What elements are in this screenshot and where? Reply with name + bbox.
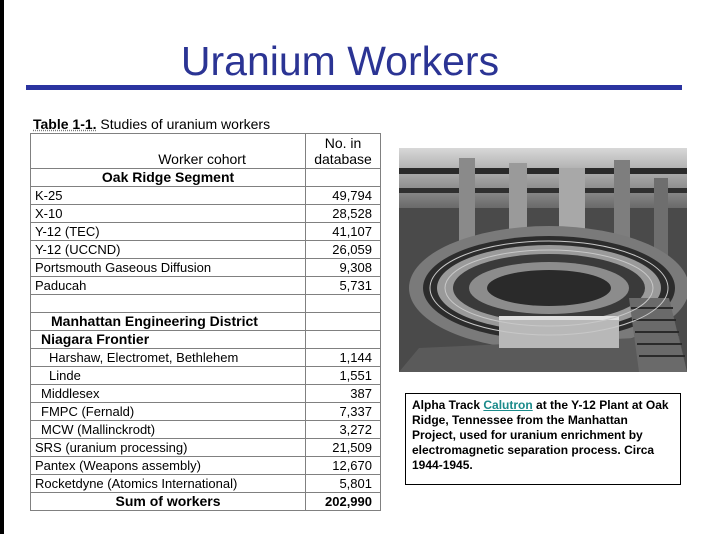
calutron-photo bbox=[399, 148, 687, 372]
cohort-count: 21,509 bbox=[306, 439, 381, 457]
header-count-line2: database bbox=[314, 151, 372, 167]
segment-niagara-frontier: Niagara Frontier bbox=[31, 331, 306, 349]
cohort-count: 9,308 bbox=[306, 259, 381, 277]
table-caption bbox=[33, 116, 270, 132]
spacer-row bbox=[31, 295, 381, 313]
table-header-row bbox=[31, 134, 381, 169]
table-row bbox=[31, 457, 381, 475]
table-row bbox=[31, 205, 381, 223]
cohort-name: Pantex (Weapons assembly) bbox=[31, 457, 306, 475]
cohort-name: Middlesex bbox=[31, 385, 306, 403]
photo-caption-part1: Alpha Track bbox=[412, 398, 484, 412]
table-caption-label: Table 1-1. bbox=[33, 116, 97, 132]
empty-cell bbox=[306, 331, 381, 349]
segment-manhattan-engineering-district: Manhattan Engineering District bbox=[31, 313, 306, 331]
header-worker-cohort: Worker cohort bbox=[31, 134, 306, 169]
calutron-link[interactable]: Calutron bbox=[483, 398, 533, 412]
cohort-count: 41,107 bbox=[306, 223, 381, 241]
table-row bbox=[31, 259, 381, 277]
title-underline bbox=[26, 85, 682, 90]
table-caption-text: Studies of uranium workers bbox=[96, 116, 271, 132]
table-row bbox=[31, 385, 381, 403]
cohort-count: 5,801 bbox=[306, 475, 381, 493]
segment-oak-ridge: Oak Ridge Segment bbox=[31, 169, 306, 187]
cohort-name: Y-12 (UCCND) bbox=[31, 241, 306, 259]
cohort-count: 12,670 bbox=[306, 457, 381, 475]
table-row bbox=[31, 241, 381, 259]
sum-row bbox=[31, 493, 381, 511]
header-count-line1: No. in bbox=[324, 135, 362, 151]
header-count bbox=[306, 134, 381, 169]
calutron-photo-drawing bbox=[399, 148, 687, 372]
table-row bbox=[31, 475, 381, 493]
cohort-name: MCW (Mallinckrodt) bbox=[31, 421, 306, 439]
empty-cell bbox=[306, 313, 381, 331]
cohort-name: Rocketdyne (Atomics International) bbox=[31, 475, 306, 493]
sum-count: 202,990 bbox=[306, 493, 381, 511]
uranium-studies-table bbox=[30, 133, 381, 511]
cohort-count: 387 bbox=[306, 385, 381, 403]
table-row bbox=[31, 439, 381, 457]
cohort-count: 49,794 bbox=[306, 187, 381, 205]
cohort-count: 26,059 bbox=[306, 241, 381, 259]
table-row bbox=[31, 349, 381, 367]
cohort-name: FMPC (Fernald) bbox=[31, 403, 306, 421]
table-row bbox=[31, 223, 381, 241]
cohort-name: SRS (uranium processing) bbox=[31, 439, 306, 457]
photo-caption-part2: at the Y-12 Plant at Oak Ridge, Tennessee from the Manhattan Project, used for uranium enrichment by electromagnetic separation process. Circa 1944-1945. bbox=[412, 398, 669, 472]
table-row bbox=[31, 277, 381, 295]
cohort-name: X-10 bbox=[31, 205, 306, 223]
table-row bbox=[31, 403, 381, 421]
empty-cell bbox=[306, 169, 381, 187]
empty-cell bbox=[31, 295, 306, 313]
table-row bbox=[31, 187, 381, 205]
segment-row-med bbox=[31, 313, 381, 331]
cohort-count: 1,551 bbox=[306, 367, 381, 385]
cohort-count: 7,337 bbox=[306, 403, 381, 421]
cohort-count: 28,528 bbox=[306, 205, 381, 223]
cohort-name: Y-12 (TEC) bbox=[31, 223, 306, 241]
cohort-name: Linde bbox=[31, 367, 306, 385]
photo-caption bbox=[405, 393, 681, 485]
table-row bbox=[31, 421, 381, 439]
sum-label: Sum of workers bbox=[31, 493, 306, 511]
slide-title: Uranium Workers bbox=[180, 38, 500, 84]
cohort-name: Paducah bbox=[31, 277, 306, 295]
cohort-name: Portsmouth Gaseous Diffusion bbox=[31, 259, 306, 277]
table-row bbox=[31, 367, 381, 385]
segment-row-niagara bbox=[31, 331, 381, 349]
cohort-count: 5,731 bbox=[306, 277, 381, 295]
empty-cell bbox=[306, 295, 381, 313]
cohort-name: Harshaw, Electromet, Bethlehem bbox=[31, 349, 306, 367]
cohort-count: 1,144 bbox=[306, 349, 381, 367]
cohort-name: K-25 bbox=[31, 187, 306, 205]
cohort-count: 3,272 bbox=[306, 421, 381, 439]
segment-row-oak-ridge bbox=[31, 169, 381, 187]
